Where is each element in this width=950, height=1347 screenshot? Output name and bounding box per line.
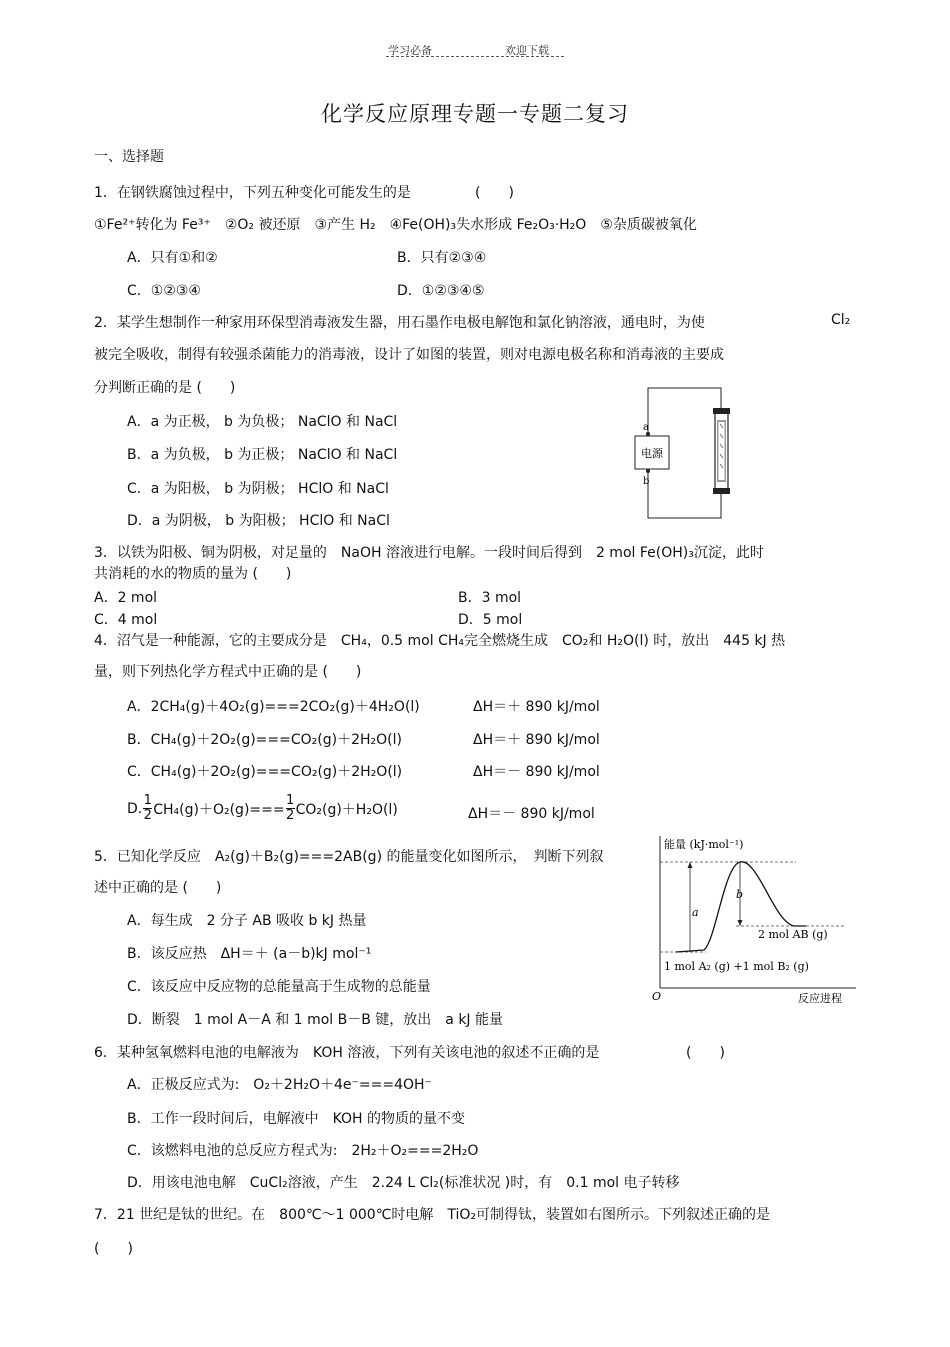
header-divider xyxy=(386,56,564,57)
electrode-b-label: b xyxy=(643,476,650,487)
q2-line1: 2．某学生想制作一种家用环保型消毒液发生器，用石墨作电极电解饱和氯化钠溶液，通电时，为使 xyxy=(94,315,705,331)
q1-paren: ( ) xyxy=(475,185,514,201)
arrow-b-label: b xyxy=(736,888,744,901)
q3-option-c: C．4 mol xyxy=(94,612,158,628)
electrolysis-apparatus-figure xyxy=(625,384,745,524)
q2-line2: 被完全吸收，制得有较强杀菌能力的消毒液，设计了如图的装置，则对电源电极名称和消毒液的主要成 xyxy=(94,347,724,363)
q5-option-b: B．该反应热 ΔH＝＋ (a－b)kJ mol⁻¹ xyxy=(127,946,372,962)
q5-option-d: D．断裂 1 mol A－A 和 1 mol B－B 键，放出 a kJ 能量 xyxy=(127,1012,504,1028)
q3-option-d: D．5 mol xyxy=(458,612,523,628)
power-source-label: 电源 xyxy=(641,447,663,460)
energy-profile-diagram xyxy=(646,830,866,1010)
energy-axis-label: 能量 (kJ·mol⁻¹) xyxy=(664,838,744,851)
q5-line1: 5．已知化学反应 A₂(g)＋B₂(g)===2AB(g) 的能量变化如图所示， 判断下列叙 xyxy=(94,849,604,865)
q5-option-c: C．该反应中反应物的总能量高于生成物的总能量 xyxy=(127,979,431,995)
q2-option-d: D．a 为阴极， b 为阳极； HClO 和 NaCl xyxy=(127,513,390,529)
q1-option-a: A．只有①和② xyxy=(127,250,218,266)
q4-option-a-dh: ΔH＝＋ 890 kJ/mol xyxy=(473,699,600,715)
q2-cl2: Cl₂ xyxy=(831,312,851,328)
q1-option-b: B．只有②③④ xyxy=(397,250,487,266)
q4-option-d-fraction-1: 1 2 xyxy=(143,793,152,823)
arrow-a-label: a xyxy=(692,906,699,919)
q6-option-b: B．工作一段时间后，电解液中 KOH 的物质的量不变 xyxy=(127,1111,466,1127)
q1-option-d: D．①②③④⑤ xyxy=(397,283,485,299)
page-title: 化学反应原理专题一专题二复习 xyxy=(321,102,629,126)
q4-option-d-part2: CO₂(g)＋H₂O(l) xyxy=(295,801,398,818)
q4-line2: 量，则下列热化学方程式中正确的是 ( ) xyxy=(94,664,362,680)
q4-option-c-equation: C．CH₄(g)＋2O₂(g)===CO₂(g)＋2H₂O(l) xyxy=(127,764,403,780)
header-right: 欢迎下载 xyxy=(505,44,549,57)
q4-option-d-prefix: D. xyxy=(127,800,143,817)
q6-option-d: D．用该电池电解 CuCl₂溶液，产生 2.24 L Cl₂(标准状况 )时，有 0.1 mol 电子转移 xyxy=(127,1175,680,1191)
q5-option-a: A．每生成 2 分子 AB 吸收 b kJ 热量 xyxy=(127,913,367,929)
product-label: 2 mol AB (g) xyxy=(758,928,828,941)
electrode-a-label: a xyxy=(643,422,649,433)
q7-line1: 7．21 世纪是钛的世纪。在 800℃～1 000℃时电解 TiO₂可制得钛，装置如右图所示。下列叙述正确的是 xyxy=(94,1207,771,1223)
q4-option-d-dh: ΔH＝－ 890 kJ/mol xyxy=(468,806,595,822)
q6-paren: ( ) xyxy=(686,1045,725,1061)
q4-option-b-equation: B．CH₄(g)＋2O₂(g)===CO₂(g)＋2H₂O(l) xyxy=(127,732,402,748)
q7-line2: ( ) xyxy=(94,1241,133,1257)
q6-line1: 6．某种氢氧燃料电池的电解液为 KOH 溶液，下列有关该电池的叙述不正确的是 xyxy=(94,1045,600,1061)
q3-option-a: A．2 mol xyxy=(94,590,158,606)
q4-option-d-part1: CH₄(g)＋O₂(g)=== xyxy=(153,801,285,818)
q1-option-c: C．①②③④ xyxy=(127,283,201,299)
q4-option-b-dh: ΔH＝＋ 890 kJ/mol xyxy=(473,732,600,748)
q5-line2: 述中正确的是 ( ) xyxy=(94,880,222,896)
origin-label: O xyxy=(652,990,662,1003)
q2-line3: 分判断正确的是 ( ) xyxy=(94,380,236,396)
q3-line2: 共消耗的水的物质的量为 ( ) xyxy=(94,566,292,582)
progress-axis-label: 反应进程 xyxy=(798,992,842,1005)
header-left: 学习必备 xyxy=(388,44,432,57)
q2-option-b: B．a 为负极， b 为正极； NaClO 和 NaCl xyxy=(127,447,398,463)
q3-line1: 3．以铁为阳极、铜为阴极，对足量的 NaOH 溶液进行电解。一段时间后得到 2 mol Fe(OH)₃沉淀，此时 xyxy=(94,545,764,561)
q4-option-d xyxy=(127,794,398,823)
q1-stem: 1．在钢铁腐蚀过程中，下列五种变化可能发生的是 xyxy=(94,185,411,201)
reactant-label: 1 mol A₂ (g) +1 mol B₂ (g) xyxy=(664,960,809,973)
q3-option-b: B．3 mol xyxy=(458,590,522,606)
q2-option-a: A．a 为正极， b 为负极； NaClO 和 NaCl xyxy=(127,414,398,430)
section-heading: 一、选择题 xyxy=(94,149,164,165)
q1-items: ①Fe²⁺转化为 Fe³⁺ ②O₂ 被还原 ③产生 H₂ ④Fe(OH)₃失水形成 Fe₂O₃·H₂O ⑤杂质碳被氧化 xyxy=(94,217,697,233)
q6-option-c: C．该燃料电池的总反应方程式为: 2H₂＋O₂===2H₂O xyxy=(127,1143,479,1159)
q4-option-d-fraction-2: 1 2 xyxy=(285,793,295,823)
q4-option-a-equation: A．2CH₄(g)＋4O₂(g)===2CO₂(g)＋4H₂O(l) xyxy=(127,699,420,715)
q4-line1: 4．沼气是一种能源，它的主要成分是 CH₄，0.5 mol CH₄完全燃烧生成 CO₂和 H₂O(l) 时，放出 445 kJ 热 xyxy=(94,633,786,649)
q2-option-c: C．a 为阳极， b 为阴极； HClO 和 NaCl xyxy=(127,481,389,497)
q4-option-c-dh: ΔH＝－ 890 kJ/mol xyxy=(473,764,600,780)
q6-option-a: A．正极反应式为: O₂＋2H₂O＋4e⁻===4OH⁻ xyxy=(127,1077,432,1093)
